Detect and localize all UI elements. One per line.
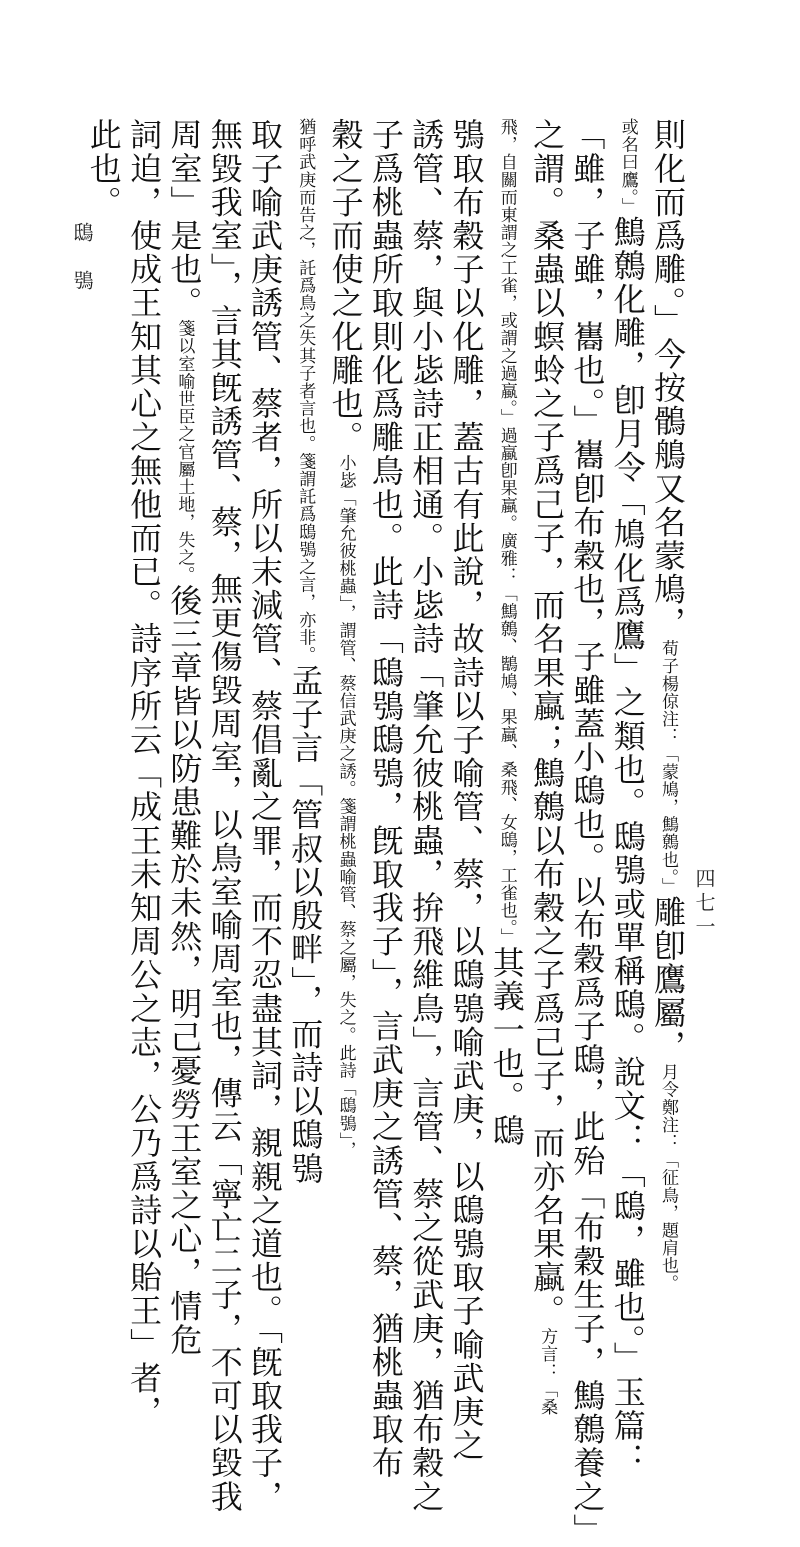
annotation-note: 箋以室喻世臣之官屬土地，失之。	[174, 319, 195, 584]
body-text: 詞迫，使成王知其心之無他而已。詩序所云「成王未知周公之志，公乃爲詩以貽王」者，	[125, 118, 164, 1429]
body-text: 後三章皆以防患難於未然，明己憂勞王室之心，情危	[165, 583, 204, 1357]
annotation-note: 小毖「肇允彼桃蟲」，謂管、蔡信武庚之誘。箋謂桃蟲喻管、蔡之屬，失之。此詩「鴟鴞」，	[335, 454, 356, 1159]
text-column	[245, 118, 285, 1514]
text-column	[487, 118, 527, 1148]
text-column	[648, 118, 688, 1292]
annotation-note: 月令鄭注：「征鳥，題肩也。	[658, 1063, 678, 1292]
text-column	[447, 118, 487, 1462]
annotation-note: 方言：「桑	[537, 1327, 558, 1416]
text-column	[285, 118, 325, 1186]
annotation-note: 飛，自關而東謂之工雀，或謂之過蠃。」過蠃卽果蠃。廣雅：「鷦鷯、鶛鳩、果蠃、桑飛、女鴟，工雀也。」	[496, 118, 517, 946]
body-text: 之謂。桑蟲以螟蛉之子爲己子，而名果蠃；鷦鷯以布穀之子爲己子，而亦名果蠃。	[528, 118, 567, 1328]
page-number: 四七一	[692, 868, 716, 940]
text-column	[205, 118, 245, 1514]
body-text: 誘管、蔡，與小毖詩正相通。小毖詩「肇允彼桃蟲，拚飛維鳥」，言管、蔡之從武庚，猶布穀之	[407, 118, 446, 1514]
annotation-note: 猶呼武庚而告之，託爲鳥之失其子者言也。箋謂託爲鴟鴞之言，亦非。	[295, 118, 316, 664]
annotation-note: 荀子楊倞注：「蒙鳩，鷦鷯也。」	[658, 639, 678, 896]
text-column	[608, 118, 648, 1476]
body-text: 此也。	[84, 118, 123, 219]
text-column	[406, 118, 446, 1514]
body-text: 穀之子而使之化雕也。	[326, 118, 365, 454]
running-title: 鴟鴞	[70, 222, 94, 318]
body-text: 鴞取布穀子以化雕，蓋古有此說，故詩以子喻管、蔡，以鴟鴞喻武庚，以鴟鴞取子喻武庚之	[447, 118, 486, 1462]
text-column	[527, 118, 567, 1416]
body-text: 其義一也。鴟	[487, 945, 526, 1148]
body-text: 則化而爲雕。」今按鶻鵃又名蒙鳩，	[649, 118, 687, 640]
annotation-note: 或名曰鷹。」	[617, 118, 638, 216]
body-text: 鷦鷯化雕，卽月令「鳩化爲鷹」之類也。鴟鴞或單稱鴟。說文：「鴟，雖也。」玉篇：	[608, 215, 647, 1476]
text-column	[164, 118, 204, 1357]
body-text: 無毀我室」，言其旣誘管、蔡，無更傷毀周室，以鳥室喻周室也，傳云「寧亡二子，不可以毀我	[205, 118, 244, 1514]
text-column	[326, 118, 366, 1159]
body-text: 孟子言「管叔以殷畔」，而詩以鴟鴞	[286, 663, 325, 1186]
text-column	[567, 118, 607, 1547]
body-text: 周室」是也。	[165, 118, 204, 320]
body-text: 「雖，子雖，巂也。」巂卽布穀也，子雖蓋小鴟也。以布穀爲子鴟，此殆「布穀生子，鷦鷯養之」	[568, 118, 607, 1547]
text-column	[366, 118, 406, 1480]
body-text: 取子喻武庚誘管、蔡者，所以末減管、蔡倡亂之罪，而不忍盡其詞，親親之道也。「旣取我子，	[246, 118, 284, 1514]
text-column	[84, 118, 124, 1118]
body-text: 雕卽鷹屬，	[649, 895, 687, 1064]
text-column	[124, 118, 164, 1429]
body-text: 子爲桃蟲所取則化爲雕鳥也。此詩「鴟鴞鴟鴞，旣取我子」，言武庚之誘管、蔡，猶桃蟲取布	[366, 118, 405, 1480]
